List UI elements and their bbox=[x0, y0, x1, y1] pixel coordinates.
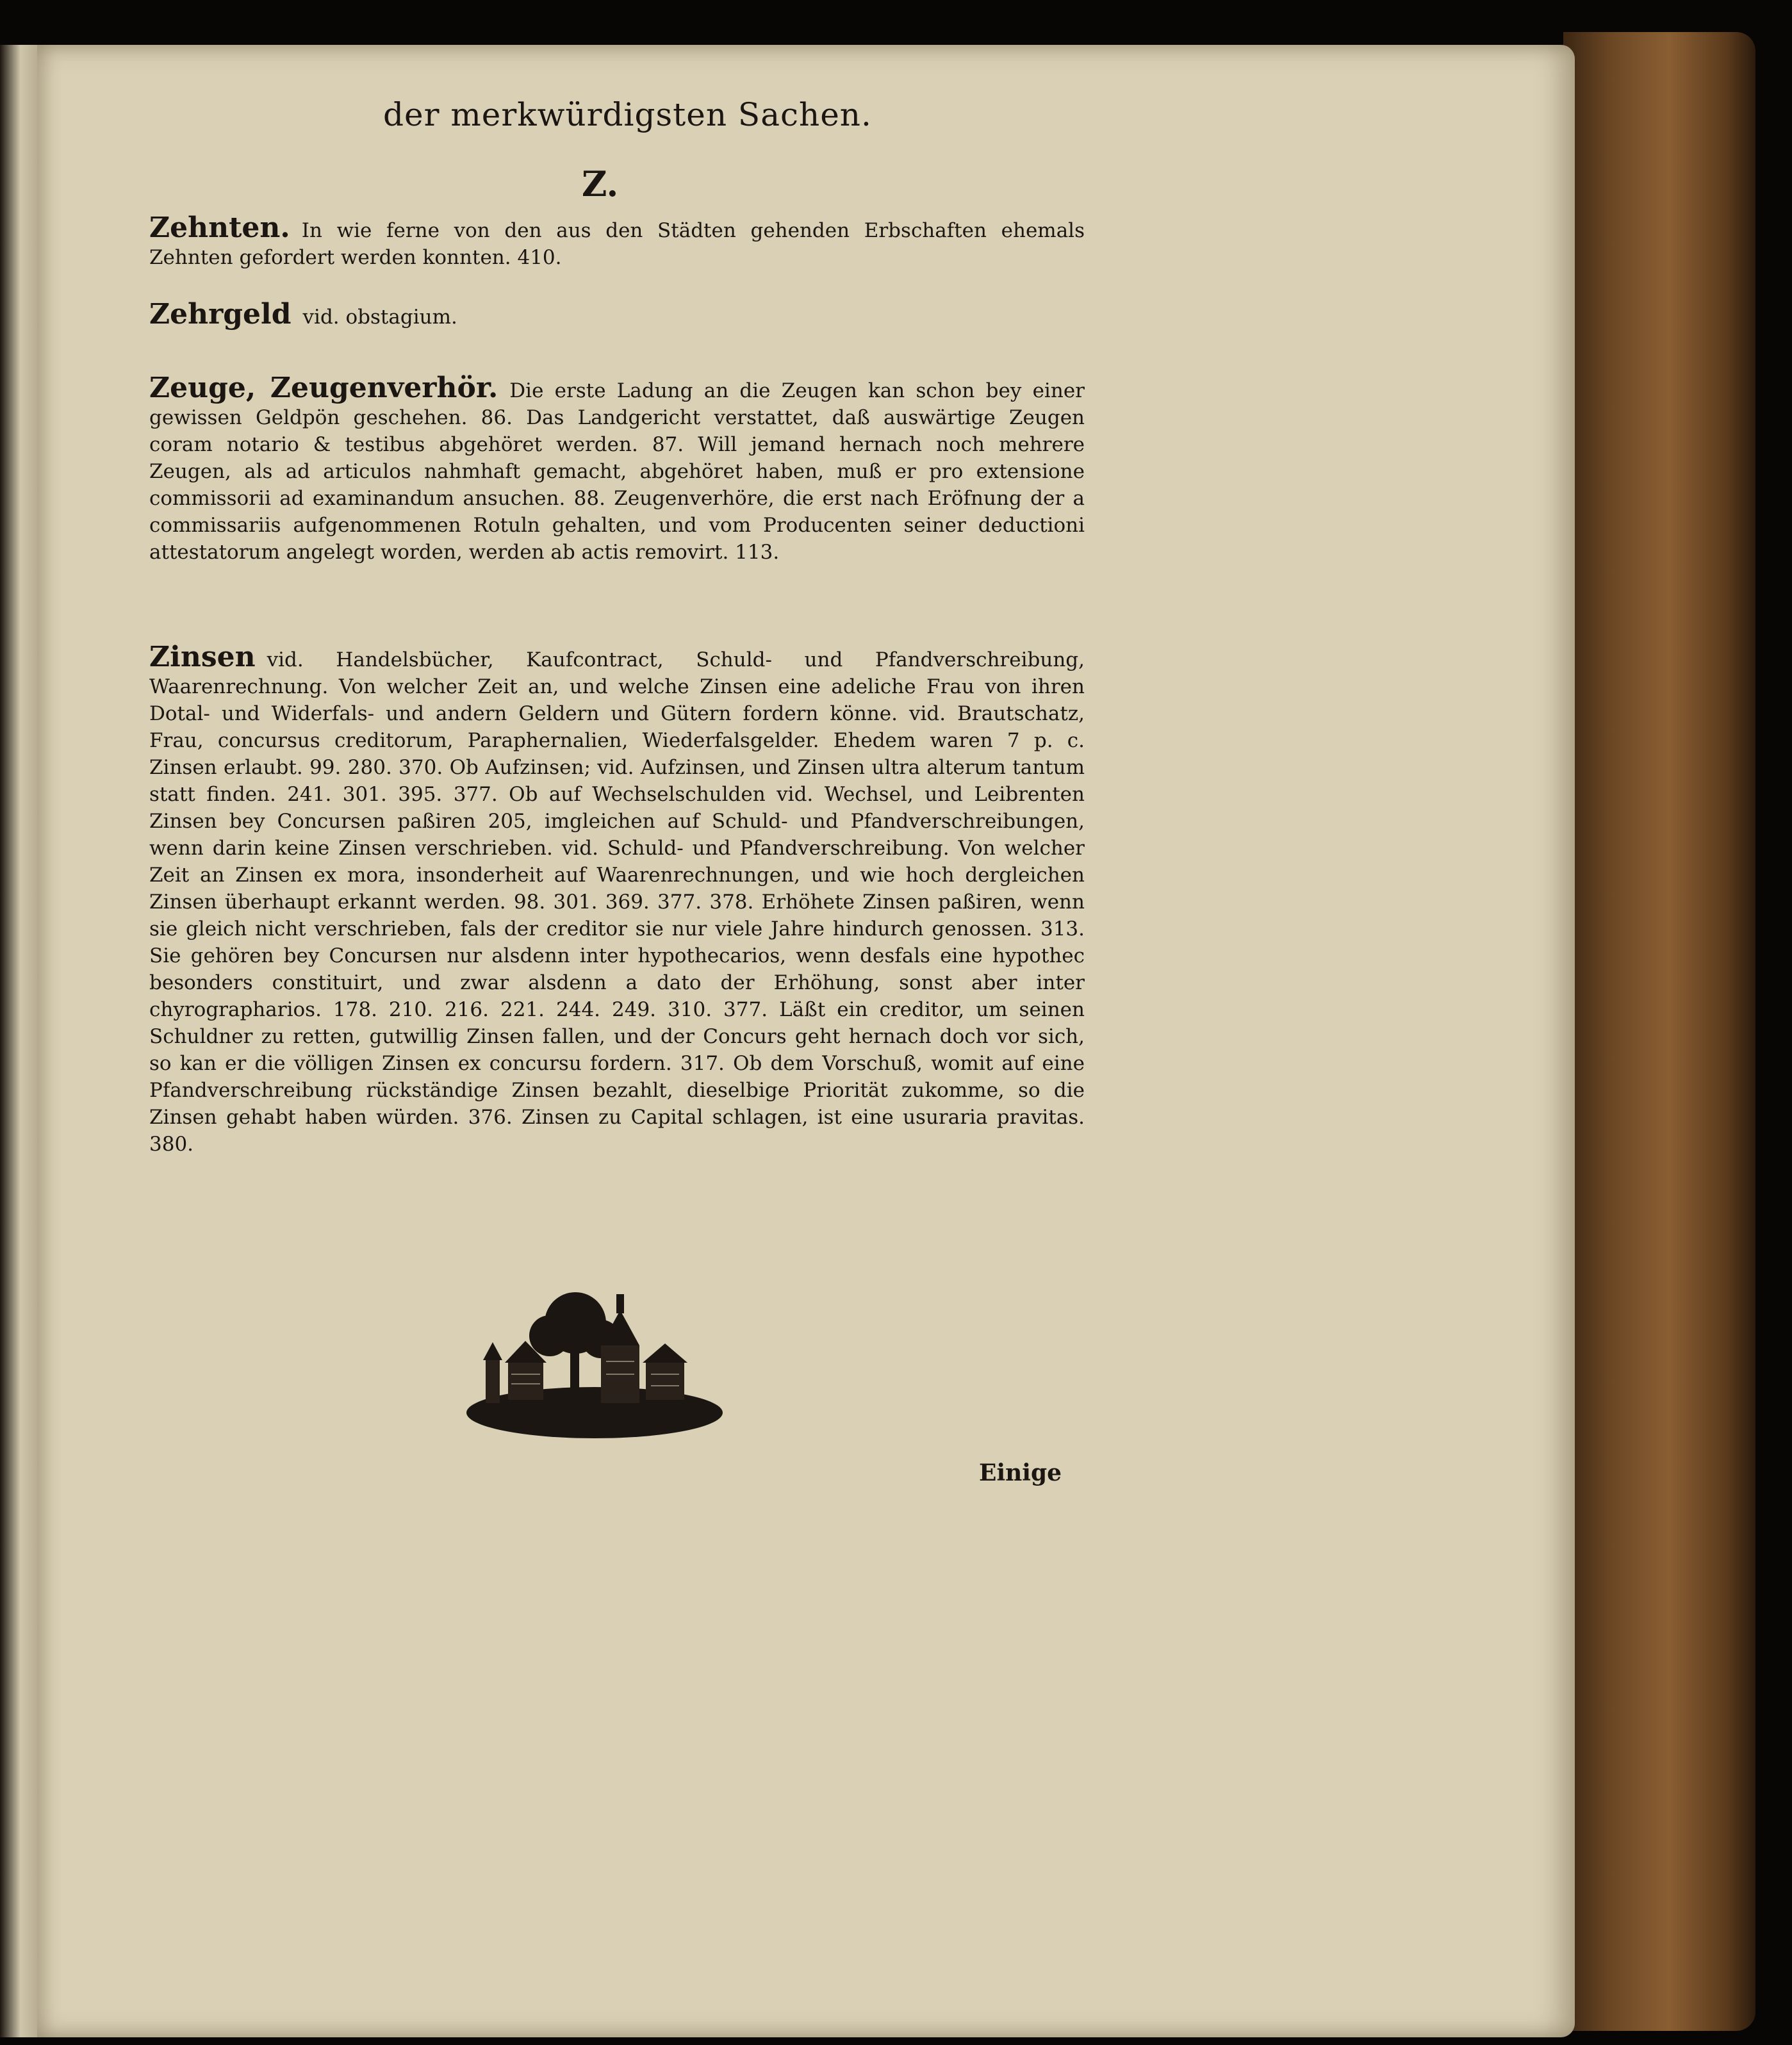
entry-headword: Zehnten. bbox=[149, 211, 290, 244]
entry-headword: Zeuge, Zeugenverhör. bbox=[149, 372, 498, 404]
entry-headword: Zehrgeld bbox=[149, 298, 292, 331]
entry-text: In wie ferne von den aus den Städten gehenden Erbschaften ehemals Zehnten gefordert werden konnten. 410. bbox=[149, 219, 1085, 269]
entry-headword: Zinsen bbox=[149, 641, 256, 673]
index-entry-zehrgeld bbox=[149, 298, 1085, 331]
index-entry-zeuge bbox=[149, 372, 1085, 566]
catchword: Einige bbox=[979, 1459, 1062, 1486]
running-head: der merkwürdigsten Sachen. bbox=[383, 96, 872, 133]
entry-text: vid. obstagium. bbox=[302, 306, 457, 329]
village-woodcut-vignette-icon bbox=[447, 1285, 742, 1445]
section-letter: Z. bbox=[582, 163, 619, 204]
previous-page-edge bbox=[0, 45, 37, 2037]
entry-text: Die erste Ladung an die Zeugen kan schon bey einer gewissen Geldpön geschehen. 86. Das Landgericht verstattet, daß auswärtige Zeugen coram notario & testibus abgehöret werden. 87. Will jemand hernach noch mehrere Zeugen, als ad articulos nahmhaft gemacht, abgehöret haben, muß er pro extensione commissorii ad examinandum ansuchen. 88. Zeugenverhöre, die erst nach Eröfnung der a commissariis aufgenommenen Rotuln gehalten, und vom Producenten seiner deductioni attestatorum angelegt worden, werden ab actis removirt. 113. bbox=[149, 379, 1085, 564]
index-entry-zinsen bbox=[149, 641, 1085, 1158]
entry-text: vid. Handelsbücher, Kaufcontract, Schuld- und Pfandverschreibung, Waarenrechnung. Von welcher Zeit an, und welche Zinsen eine adeliche Frau von ihren Dotal- und Widerfals- und andern Geldern und Gütern fordern könne. vid. Brautschatz, Frau, concursus creditorum, Paraphernalien, Wiederfalsgelder. Ehedem waren 7 p. c. Zinsen erlaubt. 99. 280. 370. Ob Aufzinsen; vid. Aufzinsen, und Zinsen ultra alterum tantum statt finden. 241. 301. 395. 377. Ob auf Wechselschulden vid. Wechsel, und Leibrenten Zinsen bey Concursen paßiren 205, imgleichen auf Schuld- und Pfandverschreibungen, wenn darin keine Zinsen verschrieben. vid. Schuld- und Pfandverschreibung. Von welcher Zeit an Zinsen ex mora, insonderheit auf Waarenrechnungen, und wie hoch dergleichen Zinsen überhaupt erkannt werden. 98. 301. 369. 377. 378. Erhöhete Zinsen paßiren, wenn sie gleich nicht verschrieben, fals der creditor sie nur viele Jahre hindurch genossen. 313. Sie gehören bey Concursen nur alsdenn inter hypothecarios, wenn desfals eine hypothec besonders constituirt, und zwar alsdenn a dato der Erhöhung, sonst aber inter chyrographarios. 178. 210. 216. 221. 244. 249. 310. 377. Läßt ein creditor, um seinen Schuldner zu retten, gutwillig Zinsen fallen, und der Concurs geht hernach doch vor sich, so kan er die völligen Zinsen ex concursu fordern. 317. Ob dem Vorschuß, womit auf eine Pfandverschreibung rückständige Zinsen bezahlt, dieselbige Priorität zukomme, so die Zinsen gehabt haben würden. 376. Zinsen zu Capital schlagen, ist eine usuraria pravitas. 380. bbox=[149, 648, 1085, 1156]
index-entry-zehnten bbox=[149, 211, 1085, 271]
book-page bbox=[37, 45, 1575, 2037]
leather-binding bbox=[1563, 32, 1755, 2031]
